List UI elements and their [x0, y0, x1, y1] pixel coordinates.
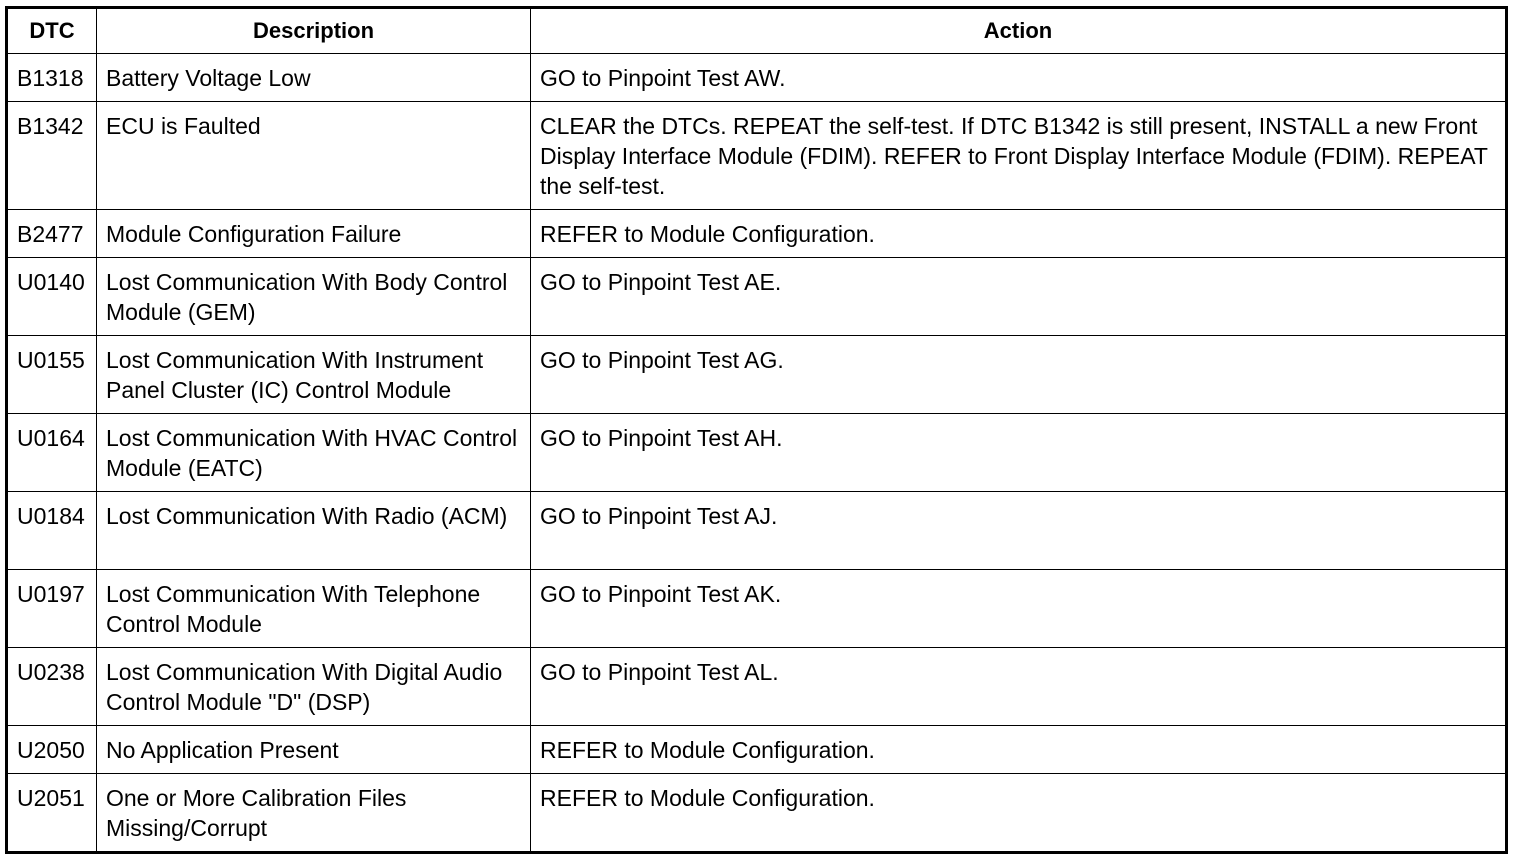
- description-cell: [97, 492, 531, 570]
- header-description: Description: [97, 8, 531, 54]
- dtc-code-cell: [7, 336, 97, 414]
- table-row: [7, 414, 1507, 492]
- dtc-code: U2051: [17, 785, 85, 811]
- dtc-code: B1342: [17, 113, 84, 139]
- dtc-description: Battery Voltage Low: [106, 65, 311, 91]
- dtc-description: Lost Communication With Telephone Control Module: [106, 581, 481, 637]
- dtc-description: ECU is Faulted: [106, 113, 261, 139]
- description-cell: [97, 570, 531, 648]
- dtc-code: U0184: [17, 503, 85, 529]
- action-cell: [531, 54, 1507, 102]
- table-header-row: [7, 8, 1507, 54]
- dtc-action: GO to Pinpoint Test AG.: [540, 347, 784, 373]
- dtc-action: CLEAR the DTCs. REPEAT the self-test. If DTC B1342 is still present, INSTALL a new Front Display Interface Module (FDIM). REFER to Front Display Interface Module (FDIM). REPEAT the self-test.: [540, 113, 1488, 199]
- table-row: [7, 258, 1507, 336]
- action-cell: [531, 414, 1507, 492]
- action-cell: [531, 492, 1507, 570]
- action-cell: [531, 258, 1507, 336]
- action-cell: [531, 648, 1507, 726]
- action-cell: [531, 774, 1507, 853]
- dtc-action: GO to Pinpoint Test AL.: [540, 659, 779, 685]
- description-cell: [97, 726, 531, 774]
- dtc-action: GO to Pinpoint Test AE.: [540, 269, 782, 295]
- dtc-description: One or More Calibration Files Missing/Corrupt: [106, 785, 407, 841]
- description-cell: [97, 102, 531, 210]
- dtc-code: U0155: [17, 347, 85, 373]
- dtc-description: Lost Communication With Body Control Module (GEM): [106, 269, 508, 325]
- dtc-code: B1318: [17, 65, 84, 91]
- table-row: [7, 336, 1507, 414]
- dtc-action: GO to Pinpoint Test AK.: [540, 581, 782, 607]
- table-row: [7, 774, 1507, 853]
- description-cell: [97, 648, 531, 726]
- dtc-code: B2477: [17, 221, 84, 247]
- description-cell: [97, 210, 531, 258]
- dtc-action: REFER to Module Configuration.: [540, 737, 875, 763]
- dtc-code-cell: [7, 492, 97, 570]
- action-cell: [531, 210, 1507, 258]
- action-cell: [531, 570, 1507, 648]
- dtc-action: GO to Pinpoint Test AW.: [540, 65, 786, 91]
- dtc-code: U0164: [17, 425, 85, 451]
- dtc-code: U2050: [17, 737, 85, 763]
- dtc-code-cell: [7, 570, 97, 648]
- dtc-description: Module Configuration Failure: [106, 221, 402, 247]
- dtc-code-cell: [7, 102, 97, 210]
- description-cell: [97, 258, 531, 336]
- description-cell: [97, 54, 531, 102]
- action-cell: [531, 102, 1507, 210]
- table-row: [7, 210, 1507, 258]
- dtc-code-cell: [7, 258, 97, 336]
- action-cell: [531, 336, 1507, 414]
- dtc-code-cell: [7, 54, 97, 102]
- dtc-code-cell: [7, 210, 97, 258]
- dtc-description: Lost Communication With Instrument Panel Cluster (IC) Control Module: [106, 347, 484, 403]
- description-cell: [97, 414, 531, 492]
- header-dtc: DTC: [7, 8, 97, 54]
- table-row: [7, 570, 1507, 648]
- dtc-code-cell: [7, 414, 97, 492]
- table-row: [7, 492, 1507, 570]
- dtc-action: GO to Pinpoint Test AJ.: [540, 503, 778, 529]
- dtc-action: REFER to Module Configuration.: [540, 221, 875, 247]
- dtc-description: Lost Communication With Digital Audio Control Module "D" (DSP): [106, 659, 503, 715]
- dtc-action: REFER to Module Configuration.: [540, 785, 875, 811]
- table-row: [7, 726, 1507, 774]
- table-row: [7, 54, 1507, 102]
- dtc-code: U0140: [17, 269, 85, 295]
- action-cell: [531, 726, 1507, 774]
- dtc-code-cell: [7, 648, 97, 726]
- dtc-table: [5, 6, 1508, 854]
- description-cell: [97, 336, 531, 414]
- description-cell: [97, 774, 531, 853]
- dtc-action: GO to Pinpoint Test AH.: [540, 425, 783, 451]
- table-row: [7, 102, 1507, 210]
- dtc-description: No Application Present: [106, 737, 339, 763]
- dtc-code: U0197: [17, 581, 85, 607]
- dtc-code: U0238: [17, 659, 85, 685]
- dtc-code-cell: [7, 726, 97, 774]
- table-row: [7, 648, 1507, 726]
- dtc-description: Lost Communication With Radio (ACM): [106, 503, 508, 529]
- dtc-code-cell: [7, 774, 97, 853]
- header-action: Action: [531, 8, 1507, 54]
- dtc-description: Lost Communication With HVAC Control Module (EATC): [106, 425, 518, 481]
